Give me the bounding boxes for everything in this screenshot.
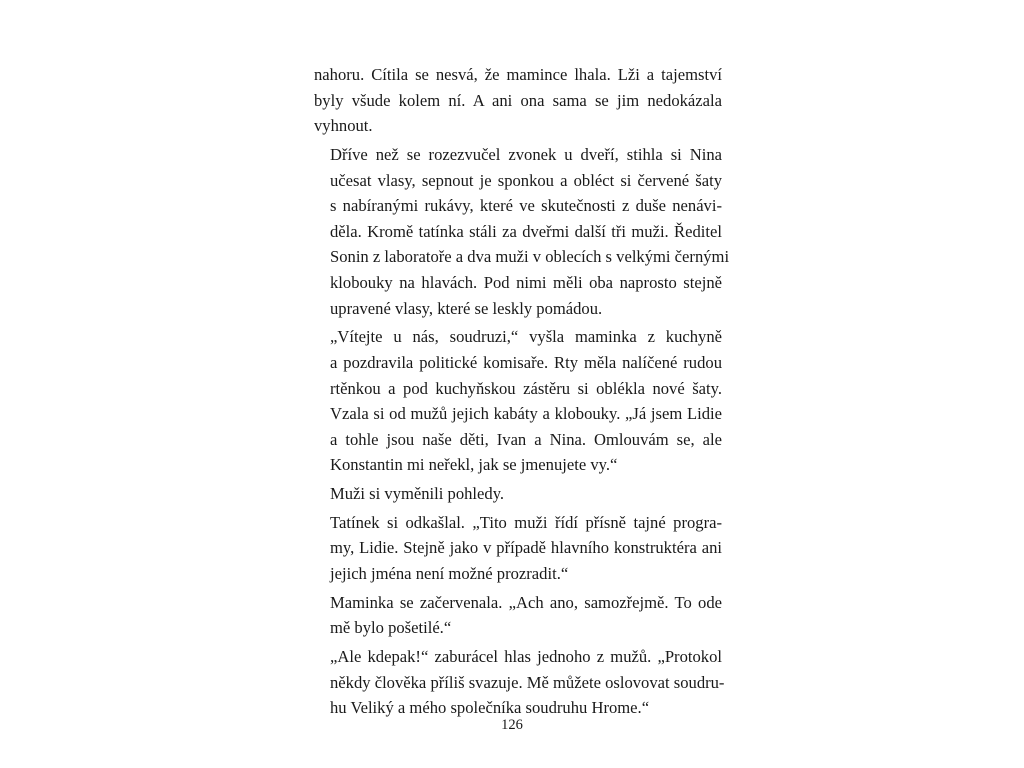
text-line: Konstantin mi neřekl, jak se jmenujete vy.“	[330, 455, 618, 475]
paragraph	[314, 142, 730, 321]
text-line: „Vítejte u nás, soudruzi,“ vyšla maminka z kuchyně	[330, 327, 722, 347]
paragraph	[314, 510, 722, 587]
text-line: s nabíranými rukávy, které ve skutečnosti z duše nenávi-	[330, 196, 722, 216]
paragraph	[314, 590, 722, 641]
text-line: nahoru. Cítila se nesvá, že mamince lhala. Lži a tajemství	[314, 65, 722, 84]
text-line: my, Lidie. Stejně jako v případě hlavního konstruktéra ani	[330, 538, 722, 558]
text-line: Maminka se začervenala. „Ach ano, samozřejmě. To ode	[330, 592, 722, 612]
text-line: Sonin z laboratoře a dva muži v oblecích s velkými černými	[330, 247, 730, 267]
text-line: mě bylo pošetilé.“	[330, 618, 452, 638]
text-line: upravené vlasy, které se leskly pomádou.	[330, 298, 603, 318]
text-line: učesat vlasy, sepnout je sponkou a obléct si červené šaty	[330, 170, 722, 190]
text-line: a tohle jsou naše děti, Ivan a Nina. Omlouvám se, ale	[330, 429, 722, 449]
text-line: Tatínek si odkašlal. „Tito muži řídí přísně tajné progra-	[330, 512, 722, 532]
page-number: 126	[501, 717, 523, 733]
text-line: Dříve než se rozezvučel zvonek u dveří, stihla si Nina	[330, 144, 722, 164]
text-line: vyhnout.	[314, 116, 373, 136]
text-line: Vzala si od mužů jejich kabáty a klobouky. „Já jsem Lidie	[330, 404, 722, 424]
text-line: hu Veliký a mého společníka soudruhu Hrome.“	[330, 698, 650, 718]
paragraph	[314, 481, 722, 507]
text-line: někdy člověka příliš svazuje. Mě můžete oslovovat soudru-	[330, 672, 725, 692]
text-line: děla. Kromě tatínka stáli za dveřmi další tři muži. Ředitel	[330, 221, 722, 241]
paragraph	[314, 324, 722, 478]
text-line: byly všude kolem ní. A ani ona sama se jim nedokázala	[314, 90, 722, 110]
text-line: rtěnkou a pod kuchyňskou zástěru si oblékla nové šaty.	[330, 378, 722, 398]
paragraph	[314, 62, 722, 139]
text-line: Muži si vyměnili pohledy.	[330, 484, 505, 504]
body-text	[314, 62, 730, 724]
text-line: „Ale kdepak!“ zaburácel hlas jednoho z mužů. „Protokol	[330, 647, 722, 667]
text-line: klobouky na hlavách. Pod nimi měli oba naprosto stejně	[330, 272, 722, 292]
text-line: jejich jména není možné prozradit.“	[330, 564, 569, 584]
paragraph	[314, 644, 725, 721]
text-line: a pozdravila politické komisaře. Rty měla nalíčené rudou	[330, 352, 722, 372]
